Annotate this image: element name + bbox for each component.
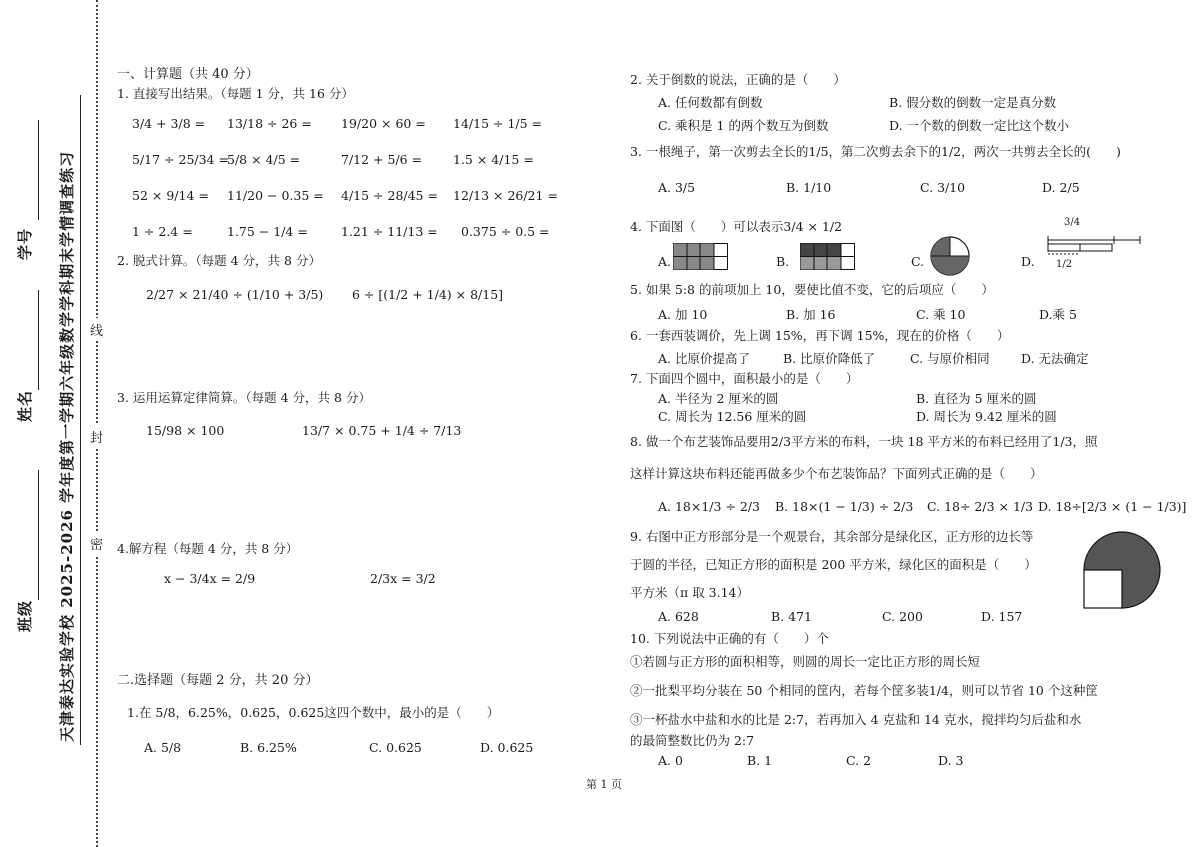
equation-item: x − 3/4x = 2/9	[164, 571, 256, 586]
calc-item: 13/18 ÷ 26 =	[227, 116, 312, 131]
mc-q4-option: C.	[911, 254, 925, 269]
mc-q9-option: B. 471	[771, 609, 812, 624]
figure-d-label: 1/2	[1056, 259, 1073, 270]
equation-item: 2/3x = 3/2	[370, 571, 436, 586]
mc-q10-statement: ③一杯盐水中盐和水的比是 2:7，若再加入 4 克盐和 14 克水，搅拌均匀后盐和水	[630, 712, 1082, 727]
page-number: 第 1 页	[586, 778, 622, 791]
mc-q3-option: C. 3/10	[920, 180, 966, 195]
mc-q6-option: A. 比原价提高了	[658, 351, 750, 366]
name-label: 姓名	[16, 389, 34, 422]
mc-q7-option: A. 半径为 2 厘米的圆	[658, 391, 779, 406]
calc-item: 12/13 × 26/21 =	[453, 188, 558, 203]
calc-item: 14/15 ÷ 1/5 =	[453, 116, 543, 131]
mc-q8-stem-line1: 8. 做一个布艺装饰品要用2/3平方米的布料，一块 18 平方米的布料已经用了1/3，照	[630, 434, 1098, 449]
mc-q5-stem: 5. 如果 5:8 的前项加上 10，要使比值不变，它的后项应（ ）	[630, 282, 994, 297]
mc-q1-option: B. 6.25%	[240, 740, 297, 755]
q1-title: 1. 直接写出结果。（每题 1 分，共 16 分）	[117, 86, 354, 101]
mc-q6-stem: 6. 一套西装调价，先上调 15%，再下调 15%，现在的价格（ ）	[630, 328, 1010, 343]
figure-a-rectangle	[673, 243, 729, 271]
mc-q4-stem: 4. 下面图（ ）可以表示3/4 × 1/2	[630, 219, 843, 234]
mc-q8-option: D. 18÷[2/3 × (1 − 1/3)]	[1038, 499, 1187, 514]
mc-q7-option: D. 周长为 9.42 厘米的圆	[916, 409, 1057, 424]
mc-q9-option: C. 200	[882, 609, 923, 624]
mc-q3-option: D. 2/5	[1042, 180, 1080, 195]
seal-char-xian: 线	[90, 318, 103, 341]
calc-item: 1.21 ÷ 11/13 =	[341, 224, 438, 239]
calc-item: 0.375 ÷ 0.5 =	[461, 224, 550, 239]
mc-q4-option: B.	[776, 254, 790, 269]
simplify-item: 2/27 × 21/40 ÷ (1/10 + 3/5)	[146, 287, 324, 302]
calc-item: 1.5 × 4/15 =	[453, 152, 534, 167]
mc-q6-option: D. 无法确定	[1021, 351, 1089, 366]
name-line	[38, 290, 39, 390]
mc-q3-stem: 3. 一根绳子，第一次剪去全长的1/5，第二次剪去余下的1/2，两次一共剪去全长的( )	[630, 144, 1121, 159]
mc-q7-stem: 7. 下面四个圆中，面积最小的是（ ）	[630, 371, 859, 386]
mc-q3-option: A. 3/5	[658, 180, 696, 195]
calc-item: 5/8 × 4/5 =	[227, 152, 301, 167]
mc-q8-option: A. 18×1/3 ÷ 2/3	[658, 499, 761, 514]
mc-q1-option: C. 0.62̇5̇	[369, 740, 422, 755]
student-id-label: 学号	[16, 227, 34, 260]
mc-q3-option: B. 1/10	[786, 180, 832, 195]
mc-q10-option: A. 0	[658, 753, 683, 768]
seal-char-mi: 密	[90, 532, 103, 555]
mc-q9-stem-line2: 于圆的半径，已知正方形的面积是 200 平方米，绿化区的面积是（ ）	[630, 557, 1037, 572]
figure-b-rectangle	[800, 243, 856, 271]
mc-q2-option: B. 假分数的倒数一定是真分数	[889, 95, 1057, 110]
mc-q5-option: A. 加 10	[658, 307, 708, 322]
mc-q10-statement: ①若圆与正方形的面积相等，则圆的周长一定比正方形的周长短	[630, 654, 981, 669]
mc-q2-option: A. 任何数都有倒数	[658, 95, 763, 110]
figure-d-segment-diagram	[1044, 232, 1144, 256]
seal-char-feng: 封	[90, 425, 103, 448]
calc-item: 19/20 × 60 =	[341, 116, 426, 131]
mc-q7-option: B. 直径为 5 厘米的圆	[916, 391, 1037, 406]
calc-item: 1 ÷ 2.4 =	[132, 224, 193, 239]
mc-q10-stem: 10. 下列说法中正确的有（ ）个	[630, 631, 829, 646]
mc-q2-stem: 2. 关于倒数的说法，正确的是（ ）	[630, 72, 846, 87]
mc-q5-option: C. 乘 10	[916, 307, 966, 322]
law-item: 13/7 × 0.75 + 1/4 ÷ 7/13	[302, 423, 462, 438]
law-item: 15/98 × 100	[146, 423, 225, 438]
mc-q1-stem: 1.在 5/8，6.25%，0.62̇5̇，0.6̇25̇这四个数中，最小的是（ ）	[127, 705, 500, 720]
part1-heading: 一、计算题（共 40 分）	[117, 67, 259, 82]
mc-q5-option: B. 加 16	[786, 307, 836, 322]
class-line	[38, 470, 39, 600]
mc-q10-statement: ②一批梨平均分装在 50 个相同的筐内，若每个筐多装1/4，则可以节省 10 个这种筐	[630, 683, 1098, 698]
calc-item: 11/20 − 0.35 =	[227, 188, 324, 203]
calc-item: 1.75 − 1/4 =	[227, 224, 308, 239]
mc-q10-option: C. 2	[846, 753, 872, 768]
binding-dotted-line	[96, 0, 98, 847]
student-id-line	[38, 120, 39, 220]
mc-q6-option: C. 与原价相同	[910, 351, 990, 366]
q4-title: 4.解方程（每题 4 分，共 8 分）	[117, 541, 299, 556]
mc-q1-option: A. 5/8	[144, 740, 182, 755]
mc-q5-option: D.乘 5	[1039, 307, 1077, 322]
simplify-item: 6 ÷ [(1/2 + 1/4) × 8/15]	[352, 287, 504, 302]
q2-title: 2. 脱式计算。（每题 4 分，共 8 分）	[117, 253, 321, 268]
mc-q9-option: D. 157	[981, 609, 1023, 624]
mc-q6-option: B. 比原价降低了	[783, 351, 876, 366]
figure-c-circle	[930, 236, 970, 276]
part2-heading: 二.选择题（每题 2 分，共 20 分）	[117, 673, 319, 688]
mc-q2-option: D. 一个数的倒数一定比这个数小	[889, 118, 1070, 133]
mc-q8-stem-line2: 这样计算这块布料还能再做多少个布艺装饰品？下面列式正确的是（ ）	[630, 466, 1043, 481]
calc-item: 5/17 ÷ 25/34 =	[132, 152, 229, 167]
mc-q4-option: D.	[1021, 254, 1035, 269]
mc-q1-option: D. 0.6̇25̇	[480, 740, 534, 755]
mc-q9-option: A. 628	[658, 609, 699, 624]
mc-q8-option: B. 18×(1 − 1/3) ÷ 2/3	[775, 499, 914, 514]
q3-title: 3. 运用运算定律简算。（每题 4 分，共 8 分）	[117, 390, 371, 405]
figure-q9-circle-square	[1082, 530, 1162, 610]
mc-q9-stem-line1: 9. 右图中正方形部分是一个观景台，其余部分是绿化区，正方形的边长等	[630, 529, 1034, 544]
calc-item: 7/12 + 5/6 =	[341, 152, 423, 167]
school-title: 天津泰达实验学校 2025-2026 学年度第一学期六年级数学学科期末学情调查练习	[58, 150, 76, 742]
mc-q4-option: A.	[658, 254, 672, 269]
school-title-underline	[80, 95, 81, 745]
mc-q8-option: C. 18÷ 2/3 × 1/3	[927, 499, 1034, 514]
mc-q9-stem-line3: 平方米（π 取 3.14）	[630, 585, 749, 600]
mc-q10-option: D. 3	[938, 753, 964, 768]
mc-q10-statement: 的最简整数比仍为 2:7	[630, 733, 755, 748]
calc-item: 4/15 ÷ 28/45 =	[341, 188, 438, 203]
mc-q10-option: B. 1	[747, 753, 773, 768]
mc-q2-option: C. 乘积是 1 的两个数互为倒数	[658, 118, 829, 133]
calc-item: 3/4 + 3/8 =	[132, 116, 206, 131]
calc-item: 52 × 9/14 =	[132, 188, 209, 203]
mc-q7-option: C. 周长为 12.56 厘米的圆	[658, 409, 807, 424]
figure-d-label: 3/4	[1064, 217, 1081, 228]
class-label: 班级	[16, 599, 34, 632]
